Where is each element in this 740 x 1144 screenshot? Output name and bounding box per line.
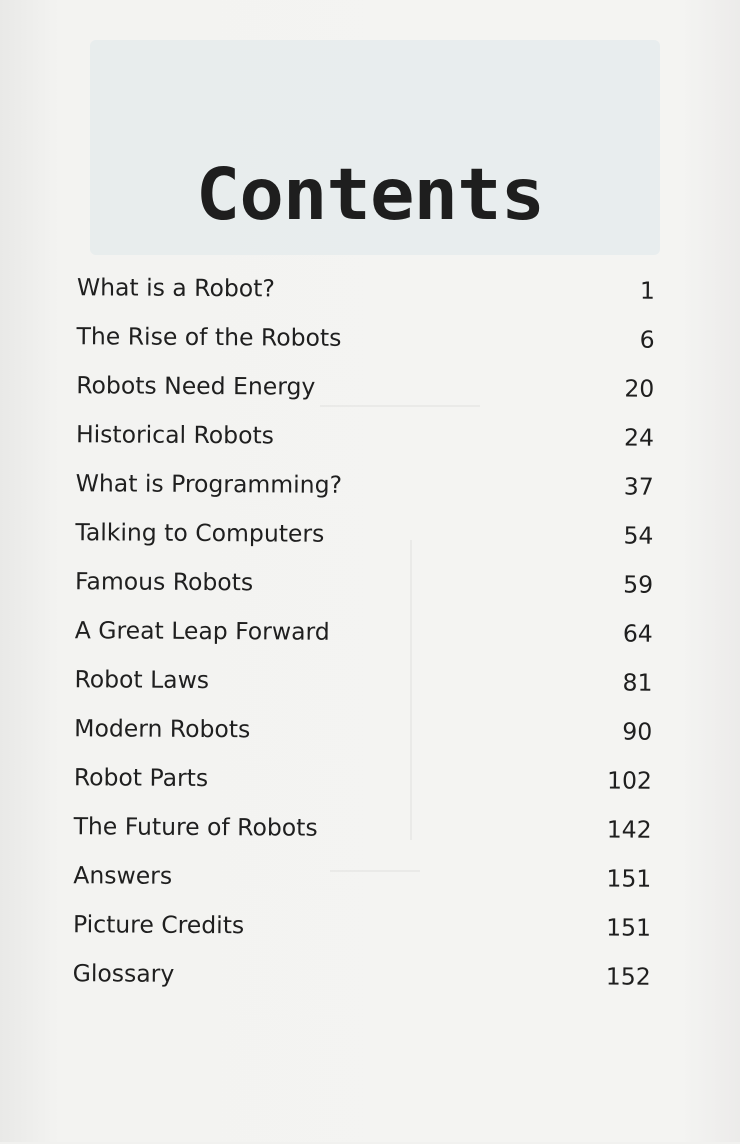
toc-entry-page: 152 bbox=[605, 962, 651, 991]
toc-entry-title: Historical Robots bbox=[75, 420, 275, 450]
toc-entry-title: Modern Robots bbox=[74, 714, 251, 744]
toc-entry-title: Answers bbox=[73, 861, 173, 890]
toc-entry-title: What is a Robot? bbox=[76, 273, 275, 303]
toc-entry bbox=[73, 858, 651, 896]
toc-entry bbox=[76, 417, 654, 455]
toc-entry-page: 151 bbox=[606, 864, 652, 893]
toc-entry bbox=[75, 515, 653, 553]
toc-entry-title: Robots Need Energy bbox=[76, 371, 316, 401]
toc-entry-title: Glossary bbox=[72, 959, 175, 988]
toc-entry-title: A Great Leap Forward bbox=[74, 616, 330, 646]
toc-entry bbox=[75, 613, 653, 651]
toc-entry-page: 37 bbox=[623, 472, 654, 501]
toc-entry-page: 102 bbox=[606, 766, 652, 795]
toc-entry-title: Robot Laws bbox=[74, 665, 210, 695]
toc-entry bbox=[74, 711, 652, 749]
toc-entry-title: Famous Robots bbox=[75, 567, 254, 597]
toc-entry bbox=[75, 564, 653, 602]
toc-entry-title: The Future of Robots bbox=[73, 812, 318, 842]
toc-entry-title: The Rise of the Robots bbox=[76, 322, 342, 352]
toc-entry-title: Picture Credits bbox=[72, 910, 245, 940]
toc-entry-page: 20 bbox=[624, 374, 655, 403]
toc-entry bbox=[76, 368, 654, 406]
toc-entry bbox=[74, 809, 652, 847]
toc-entry-page: 24 bbox=[624, 423, 655, 452]
toc-entry bbox=[73, 907, 651, 945]
toc-entry bbox=[77, 319, 655, 357]
toc-entry-page: 6 bbox=[639, 325, 655, 354]
toc-entry bbox=[77, 270, 655, 308]
toc-entry-page: 59 bbox=[623, 570, 654, 599]
toc-entry-title: What is Programming? bbox=[75, 469, 343, 499]
toc-entry bbox=[76, 466, 654, 504]
toc-entry bbox=[74, 662, 652, 700]
page-title: Contents bbox=[195, 153, 545, 236]
toc-entry-page: 142 bbox=[606, 815, 652, 844]
toc-entry-title: Robot Parts bbox=[73, 763, 209, 793]
toc-entry-page: 64 bbox=[622, 619, 653, 648]
toc-entry bbox=[73, 956, 651, 994]
toc-entry-page: 90 bbox=[622, 717, 653, 746]
toc-entry-page: 54 bbox=[623, 521, 654, 550]
toc-entry-page: 1 bbox=[639, 276, 655, 305]
toc-entry-title: Talking to Computers bbox=[75, 518, 325, 548]
toc-entry-page: 81 bbox=[622, 668, 653, 697]
toc-entry-page: 151 bbox=[606, 913, 652, 942]
toc-entry bbox=[74, 760, 652, 798]
